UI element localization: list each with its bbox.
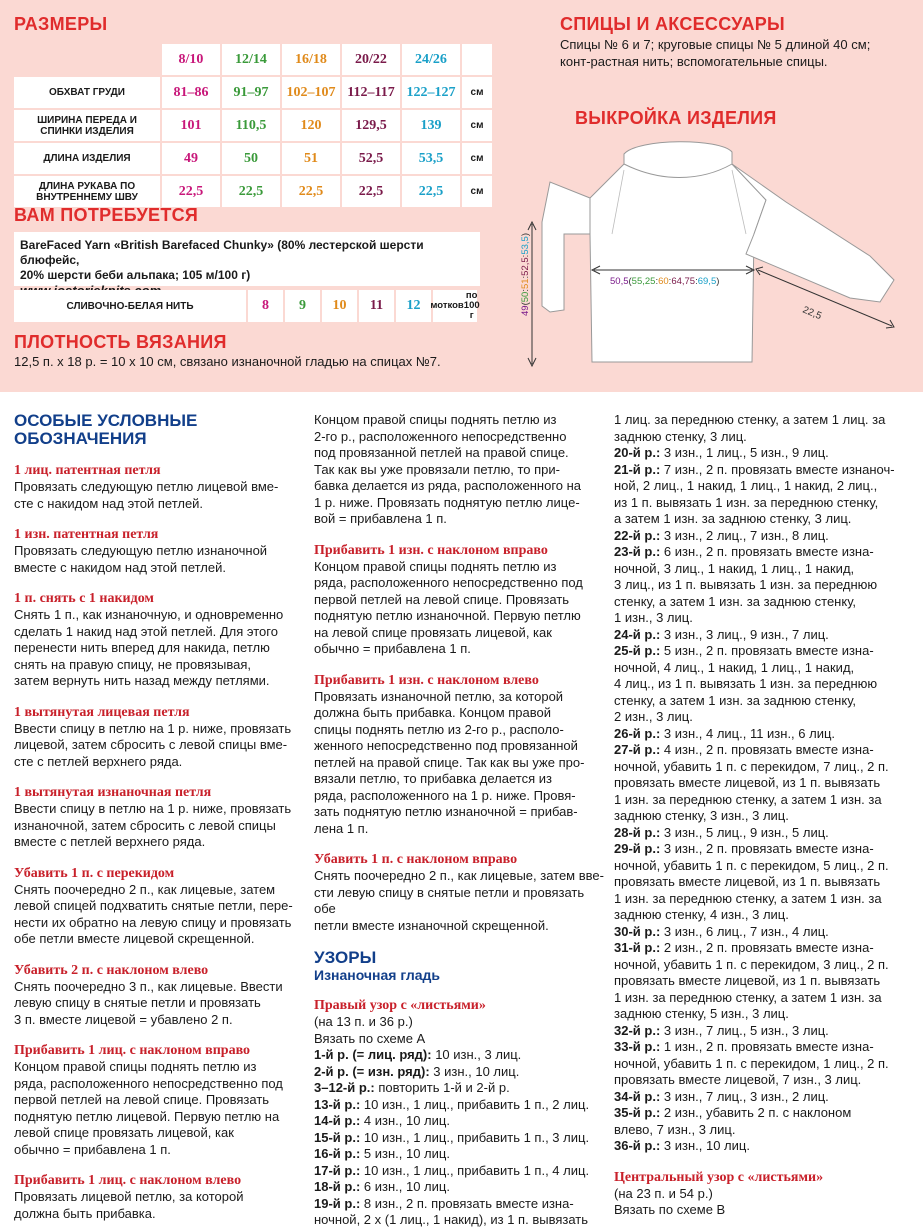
row-instruction: 2 изн., 3 лиц.	[614, 709, 693, 724]
row-instruction: ночной, 3 лиц., 1 накид, 1 лиц., 1 накид,	[614, 560, 855, 576]
row-instruction: провязать вместе лицевой, из 1 п. вывязать	[614, 973, 881, 988]
text-line: Вязать по схеме В	[614, 1202, 726, 1217]
text-line: (на 13 п. и 36 р.)	[314, 1014, 413, 1029]
term-title: 1 вытянутая лицевая петля	[14, 704, 190, 720]
term-title: Убавить 2 п. с наклоном влево	[14, 962, 209, 978]
term-description: Снять поочередно 2 п., как лицевые, затем	[14, 881, 276, 897]
term-description: левой спицей подхватить снятые петли, пере-	[14, 898, 293, 913]
size-value: 52,5	[342, 143, 400, 174]
term-title: 1 вытянутая изнаночная петля	[14, 785, 212, 800]
term-title: Прибавить 1 изн. с наклоном влево	[314, 672, 539, 688]
needles-text: Спицы № 6 и 7; круговые спицы № 5 длиной 40 см; конт-растная нить; вспомогательные спицы.	[560, 37, 871, 69]
row-instruction: 27-й р.: 4 изн., 2 п. провязать вместе изна-	[614, 742, 874, 757]
row-instruction: 30-й р.: 3 изн., 6 лиц., 7 изн., 4 лиц.	[614, 923, 829, 939]
size-value: 91–97	[222, 77, 280, 108]
row-instruction: ной, 2 лиц., 1 накид, 1 лиц., 1 накид, 2 лиц.,	[614, 478, 878, 493]
term-title: 1 лиц. патентная петля	[14, 463, 161, 478]
term-description: на левой спице провязать лицевой, как	[314, 624, 552, 640]
row-instruction: стенку, а затем 1 изн. за заднюю стенку,	[614, 593, 857, 609]
row-instruction: а затем 1 изн. за заднюю стенку, 3 лиц.	[614, 511, 852, 526]
row-instruction: 15-й р.: 10 изн., 1 лиц., прибавить 1 п., 3 лиц.	[314, 1129, 590, 1145]
yarn-line-2: 20% шерсти беби альпака; 105 м/100 г)	[20, 268, 251, 282]
term-description: ряда, расположенного непосредственно под	[314, 575, 583, 590]
row-instruction: 31-й р.: 2 изн., 2 п. провязать вместе изна-	[614, 940, 874, 955]
term-description: зать поднятую петлю изнаночной = прибав-	[314, 804, 578, 819]
skein-count: 9	[285, 290, 320, 322]
term-description: женного непосредственно под провязанной	[314, 738, 578, 753]
text-line: Концом правой спицы поднять петлю из	[314, 412, 557, 427]
size-value: 49	[162, 143, 220, 174]
row-instruction: из 1 п. вывязать 1 изн. за переднюю стенку,	[614, 494, 879, 510]
term-description: лена 1 п.	[314, 820, 369, 836]
term-title: Убавить 1 п. с наклоном вправо	[314, 852, 518, 867]
term-title: Убавить 1 п. с перекидом	[14, 865, 175, 881]
term-description: Снять поочередно 3 п., как лицевые. Ввести	[14, 978, 283, 994]
row-instruction: 35-й р.: 2 изн., убавить 2 п. с наклоном	[614, 1105, 852, 1120]
term-description: вместе с накидом над этой петлей.	[14, 559, 226, 575]
row-instruction: 23-й р.: 6 изн., 2 п. провязать вместе изна-	[614, 544, 874, 559]
size-value: 112–117	[342, 77, 400, 108]
term-description: Ввести спицу в петлю на 1 р. ниже, провязать	[14, 801, 292, 816]
term-description: нести их обратно на левую спицу и провязать	[14, 914, 292, 930]
sizes-title: РАЗМЕРЫ	[14, 14, 108, 34]
row-instruction: 13-й р.: 10 изн., 1 лиц., прибавить 1 п., 2 лиц.	[314, 1096, 590, 1112]
term-description: первой петлей на левой спице. Провязать	[14, 1092, 270, 1107]
term-description: Провязать лицевой петлю, за которой	[14, 1189, 244, 1204]
term-description: изнаночной, затем сбросить с левой спицы	[14, 817, 276, 833]
term-title: Прибавить 1 лиц. с наклоном вправо	[14, 1043, 251, 1058]
size-value: 50	[222, 143, 280, 174]
row-instruction: ночной, 2 х (1 лиц., 1 накид), из 1 п. вывязать	[314, 1212, 589, 1227]
row-instruction: 4 лиц., из 1 п. вывязать 1 изн. за переднюю	[614, 676, 878, 691]
size-value: 22,5	[402, 176, 460, 207]
term-title: 1 изн. патентная петля	[14, 527, 159, 542]
top-info-panel	[0, 0, 923, 392]
text-line: Так как вы уже провязали петлю, то при-	[314, 461, 560, 477]
yarn-amount-row	[14, 290, 480, 322]
term-description: лицевой, затем сбросить с левой спицы вме-	[14, 737, 288, 752]
row-instruction: провязать вместе лицевой, из 1 п. вывязать	[614, 775, 881, 790]
row-instruction: ночной, убавить 1 п. с перекидом, 7 лиц., 2 п.	[614, 758, 889, 774]
row-instruction: 32-й р.: 3 изн., 7 лиц., 5 изн., 3 лиц.	[614, 1022, 829, 1038]
row-instruction: 34-й р.: 3 изн., 7 лиц., 3 изн., 2 лиц.	[614, 1088, 829, 1104]
size-header: 20/22	[342, 44, 400, 75]
sizes-row	[14, 77, 504, 108]
row-instruction: влево, 7 изн., 3 лиц.	[614, 1121, 736, 1137]
size-header: 24/26	[402, 44, 460, 75]
size-value: 110,5	[222, 110, 280, 141]
term-description: Ввести спицу в петлю на 1 р. ниже, провязать	[14, 720, 292, 736]
term-description: сте с петлей верхнего ряда.	[14, 753, 183, 769]
term-description: обычно = прибавлена 1 п.	[14, 1141, 171, 1157]
term-list	[314, 528, 606, 935]
term-description: Снять поочередно 2 п., как лицевые, затем вве-	[314, 868, 604, 883]
term-description: должна быть прибавка.	[14, 1205, 156, 1221]
term-description: затем вернуть нить назад между петлями.	[14, 673, 270, 688]
term-title: 1 п. снять с 1 накидом	[14, 591, 154, 606]
size-header: 12/14	[222, 44, 280, 75]
term-list	[14, 448, 304, 1222]
size-value: 102–107	[282, 77, 340, 108]
unit-label: см	[462, 110, 492, 141]
row-label: ОБХВАТ ГРУДИ	[14, 77, 160, 108]
row-instruction: 1-й р. (= лиц. ряд): 10 изн., 3 лиц.	[314, 1047, 522, 1062]
term-description: снять на правую спицу, не провязывая,	[14, 656, 251, 672]
sweater-schematic	[520, 130, 920, 392]
text-line: 1 р. ниже. Провязать поднятую петлю лице-	[314, 494, 580, 510]
term-description: Снять 1 п., как изнаночную, и одновременно	[14, 607, 284, 622]
row-instruction: 3–12-й р.: повторить 1-й и 2-й р.	[314, 1080, 510, 1095]
row-instruction: 1 лиц. за переднюю стенку, а затем 1 лиц. за	[614, 412, 886, 427]
size-value: 22,5	[162, 176, 220, 207]
text-line: под провязанной петлей на правой спице.	[314, 445, 569, 460]
yarn-line-1: BareFaced Yarn «British Barefaced Chunky» (80% лестерской шерсти блюфейс,	[20, 238, 424, 267]
row-label: ШИРИНА ПЕРЕДА И СПИНКИ ИЗДЕЛИЯ	[14, 110, 160, 141]
term-description: Концом правой спицы поднять петлю из	[14, 1059, 257, 1074]
row-instruction: 17-й р.: 10 изн., 1 лиц., прибавить 1 п., 4 лиц.	[314, 1162, 590, 1178]
term-description: Концом правой спицы поднять петлю из	[314, 558, 557, 574]
row-instruction: 24-й р.: 3 изн., 3 лиц., 9 изн., 7 лиц.	[614, 626, 829, 642]
row-instruction: заднюю стенку, 3 лиц.	[614, 428, 747, 444]
unit-label: см	[462, 176, 492, 207]
continued-text	[314, 412, 606, 528]
sizes-row	[14, 110, 504, 141]
width-label: 50,5(55,25:60:64,75:69,5)	[610, 276, 720, 287]
materials-title: ВАМ ПОТРЕБУЕТСЯ	[14, 205, 199, 225]
term-description: сте с накидом над этой петлей.	[14, 495, 204, 511]
pattern-title: ВЫКРОЙКА ИЗДЕЛИЯ	[575, 108, 777, 128]
row-instruction: 14-й р.: 4 изн., 10 лиц.	[314, 1113, 450, 1128]
row-instruction: ночной, убавить 1 п. с перекидом, 1 лиц., 2 п.	[614, 1055, 889, 1071]
term-description: спицы поднять петлю из 2-го р., располо-	[314, 721, 564, 737]
term-description: вместе с петлей верхнего ряда.	[14, 834, 206, 849]
text-line: (на 23 п. и 54 р.)	[614, 1185, 713, 1201]
skein-unit: мотков по 100 г	[430, 290, 480, 321]
row-instruction: 3 лиц., из 1 п. вывязать 1 изн. за переднюю	[614, 577, 878, 592]
yarn-color-label: СЛИВОЧНО-БЕЛАЯ НИТЬ	[14, 290, 246, 322]
term-description: поднятую петлю изнаночной. Первую петлю	[314, 608, 581, 623]
gauge-text: 12,5 п. х 18 р. = 10 х 10 см, связано изнаночной гладью на спицах №7.	[14, 354, 441, 369]
unit-label: см	[462, 143, 492, 174]
needles-title: СПИЦЫ И АКСЕССУАРЫ	[560, 14, 785, 34]
row-instructions	[314, 1047, 606, 1229]
row-instructions	[614, 412, 916, 1155]
term-description: Провязать следующую петлю изнаночной	[14, 543, 268, 558]
skein-count: 12	[396, 290, 431, 322]
stitch-name: Изнаночная гладь	[314, 967, 441, 983]
row-instruction: 21-й р.: 7 изн., 2 п. провязать вместе изнаноч-	[614, 461, 895, 477]
term-title: Прибавить 1 лиц. с наклоном влево	[14, 1173, 242, 1188]
row-instruction: 1 изн. за переднюю стенку, а затем 1 изн. за	[614, 791, 882, 807]
size-value: 22,5	[282, 176, 340, 207]
sizes-table	[14, 44, 504, 209]
size-header: 16/18	[282, 44, 340, 75]
term-description: обычно = прибавлена 1 п.	[314, 641, 471, 656]
row-instruction: 20-й р.: 3 изн., 1 лиц., 5 изн., 9 лиц.	[614, 445, 829, 460]
row-instruction: ночной, убавить 1 п. с перекидом, 3 лиц., 2 п.	[614, 956, 889, 972]
row-instruction: 18-й р.: 6 изн., 10 лиц.	[314, 1179, 450, 1194]
pattern-title: Правый узор с «листьями»	[314, 998, 486, 1013]
term-description: сти левую спицу в снятые петли и провязать обе	[314, 884, 585, 916]
skein-count: 10	[322, 290, 357, 322]
yarn-description	[14, 232, 480, 286]
term-description: сделать 1 накид над этой петлей. Для этого	[14, 623, 278, 639]
sizes-header-row	[14, 44, 504, 75]
pattern-title: Центральный узор с «листьями»	[614, 1169, 824, 1185]
skein-count: 11	[359, 290, 394, 322]
column-2	[314, 412, 606, 1229]
size-value: 22,5	[342, 176, 400, 207]
row-instruction: провязать вместе лицевой, 7 изн., 3 лиц.	[614, 1072, 862, 1087]
patterns-heading: УЗОРЫ	[314, 948, 377, 967]
sizes-row	[14, 176, 504, 207]
term-description: петли вместе изнаночной скрещенной.	[314, 917, 549, 933]
length-label: 49(50:51:52,5:53,5)	[520, 233, 531, 316]
unit-label: см	[462, 77, 492, 108]
term-description: поднятую петлю лицевой. Первую петлю на	[14, 1108, 280, 1124]
row-instruction: 25-й р.: 5 изн., 2 п. провязать вместе изна-	[614, 643, 874, 658]
text-line: 2-го р., расположенного непосредственно	[314, 428, 567, 444]
row-instruction: 29-й р.: 3 изн., 2 п. провязать вместе изна-	[614, 841, 874, 856]
section-heading: ОБОЗНАЧЕНИЯ	[14, 429, 147, 448]
sizes-body	[14, 77, 504, 207]
row-instruction: стенку, а затем 1 изн. за заднюю стенку,	[614, 692, 857, 708]
term-description: должна быть прибавка. Концом правой	[314, 705, 552, 720]
size-value: 122–127	[402, 77, 460, 108]
sleeve-label: 22,5	[800, 304, 824, 323]
row-instruction: 36-й р.: 3 изн., 10 лиц.	[614, 1138, 750, 1153]
text-line: Вязать по схеме А	[314, 1030, 426, 1046]
size-value: 51	[282, 143, 340, 174]
row-instruction: 22-й р.: 3 изн., 2 лиц., 7 изн., 8 лиц.	[614, 527, 829, 543]
term-description: ряда, расположенного на 1 р. ниже. Провя-	[314, 787, 576, 803]
size-value: 81–86	[162, 77, 220, 108]
row-instruction: заднюю стенку, 4 изн., 3 лиц.	[614, 907, 789, 922]
term-description: левую спицу в снятые петли и провязать	[14, 995, 261, 1010]
row-instruction: заднюю стенку, 3 изн., 3 лиц.	[614, 808, 789, 823]
size-value: 53,5	[402, 143, 460, 174]
term-description: петлей на правой спице. Так как вы уже про-	[314, 754, 585, 770]
row-instruction: 16-й р.: 5 изн., 10 лиц.	[314, 1146, 450, 1161]
row-instruction: 1 изн., 3 лиц.	[614, 610, 693, 625]
row-instruction: провязать вместе лицевой, из 1 п. вывязать	[614, 874, 881, 889]
row-label: ДЛИНА РУКАВА ПО ВНУТРЕННЕМУ ШВУ	[14, 176, 160, 207]
row-instruction: 1 изн. за переднюю стенку, а затем 1 изн. за	[614, 989, 882, 1005]
column-1	[14, 412, 304, 1222]
row-instruction: 28-й р.: 3 изн., 5 лиц., 9 изн., 5 лиц.	[614, 824, 829, 840]
term-description: первой петлей на левой спице. Провязать	[314, 591, 570, 607]
section-heading: ОСОБЫЕ УСЛОВНЫЕ	[14, 411, 198, 430]
skein-count: 8	[248, 290, 283, 322]
column-3	[614, 412, 916, 1219]
sizes-row	[14, 143, 504, 174]
row-instruction: ночной, убавить 1 п. с перекидом, 5 лиц., 2 п.	[614, 857, 889, 873]
term-description: Провязать изнаночной петлю, за которой	[314, 688, 564, 704]
row-instruction: 2-й р. (= изн. ряд): 3 изн., 10 лиц.	[314, 1063, 520, 1079]
size-value: 120	[282, 110, 340, 141]
term-title: Прибавить 1 изн. с наклоном вправо	[314, 542, 548, 558]
row-instruction: ночной, 4 лиц., 1 накид, 1 лиц., 1 накид,	[614, 659, 855, 675]
row-instruction: 33-й р.: 1 изн., 2 п. провязать вместе изна-	[614, 1039, 874, 1054]
row-instruction: 26-й р.: 3 изн., 4 лиц., 11 изн., 6 лиц.	[614, 725, 836, 741]
term-description: левой спице провязать лицевой, как	[14, 1125, 234, 1140]
term-description: ряда, расположенного непосредственно под	[14, 1075, 283, 1091]
row-instruction: 1 изн. за переднюю стенку, а затем 1 изн. за	[614, 890, 882, 906]
term-description: перенести нить вперед для накида, петлю	[14, 640, 270, 655]
size-value: 139	[402, 110, 460, 141]
term-description: обе петли вместе лицевой скрещенной.	[14, 931, 255, 946]
size-value: 101	[162, 110, 220, 141]
size-value: 22,5	[222, 176, 280, 207]
size-value: 129,5	[342, 110, 400, 141]
gauge-title: ПЛОТНОСТЬ ВЯЗАНИЯ	[14, 332, 227, 352]
term-description: Провязать следующую петлю лицевой вме-	[14, 479, 279, 494]
text-line: бавка делается из ряда, расположенного на	[314, 478, 582, 493]
size-header: 8/10	[162, 44, 220, 75]
row-instruction: 19-й р.: 8 изн., 2 п. провязать вместе изна-	[314, 1195, 574, 1211]
row-label: ДЛИНА ИЗДЕЛИЯ	[14, 143, 160, 174]
row-instruction: заднюю стенку, 5 изн., 3 лиц.	[614, 1006, 789, 1021]
text-line: вой = прибавлена 1 п.	[314, 511, 447, 526]
term-description: вязали петлю, то прибавка делается из	[314, 771, 552, 786]
term-description: 3 п. вместе лицевой = убавлено 2 п.	[14, 1011, 233, 1027]
